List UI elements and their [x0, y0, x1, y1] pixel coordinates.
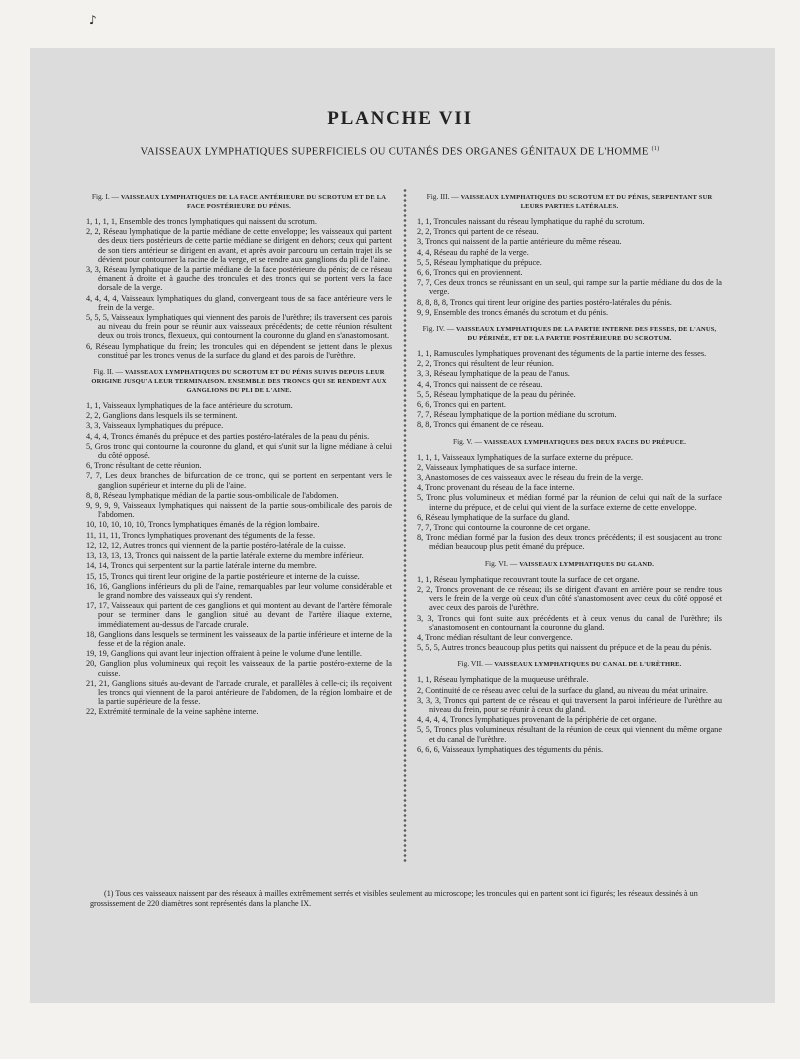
legend-entry: 6, Réseau lymphatique de la surface du gland. [417, 512, 570, 522]
legend-entry: 5, 5, Réseau lymphatique du prépuce. [417, 257, 542, 267]
figure-section [417, 659, 722, 754]
legend-entry: 22, Extrémité terminale de la veine saphène interne. [86, 707, 259, 717]
legend-entry: 3, 3, Vaisseaux lymphatiques du prépuce. [86, 421, 224, 431]
legend-entry: 5, 5, Réseau lymphatique de la peau du périnée. [417, 389, 576, 399]
legend-entry: 17, 17, Vaisseaux qui partent de ces ganglions et qui montent au devant de l'artère fémorale pour se terminer dans le ganglion situé au devant de l'artère iliaque externe, immédiatement au-dessus de l'arcade crurale. [86, 601, 392, 629]
figure-heading [417, 324, 722, 343]
legend-entry: 3, Anastomoses de ces vaisseaux avec le réseau du frein de la verge. [417, 473, 644, 483]
figure-section [86, 367, 392, 717]
legend-entry: 6, Réseau lymphatique du frein; les troncules qui en dépendent se jettent dans le plexus constitué par les troncs venus de la surface du gland et des parois de l'urèthre. [86, 341, 392, 360]
figure-number: Fig. V. — [452, 436, 482, 446]
figure-title: VAISSEAUX LYMPHATIQUES DE LA FACE ANTÉRIEURE DU SCROTUM ET DE LA FACE POSTÉRIEURE DU PÉNIS. [120, 194, 387, 210]
legend-entry: 1, 1, 1, 1, Ensemble des troncs lymphatiques qui naissent du scrotum. [86, 217, 317, 226]
legend-entry: 19, 19, Ganglions qui avant leur injection offraient à peine le volume d'une lentille. [86, 649, 362, 659]
figure-number: Fig. I. — [91, 192, 119, 201]
figure-title: VAISSEAUX LYMPHATIQUES DU CANAL DE L'URÈTHRE. [494, 661, 682, 669]
legend-entry: 3, 3, Réseau lymphatique de la partie médiane de la face postérieure du pénis; de ce réseau émanent à droite et à gauche des troncules et des troncs qui se portent vers la face dorsale de la verge. [86, 265, 392, 293]
legend-entry: 15, 15, Troncs qui tirent leur origine de la partie postérieure et interne de la cuisse. [86, 571, 360, 581]
legend-entry: 4, Tronc provenant du réseau de la face interne. [417, 483, 575, 493]
legend-entry: 4, Tronc médian résultant de leur convergence. [417, 632, 573, 642]
legend-entry: 8, Tronc médian formé par la fusion des deux troncs précédents; il est sousjacent au tronc médian beaucoup plus petit émané du prépuce. [417, 533, 722, 552]
legend-entry: 7, 7, Ces deux troncs se réunissant en un seul, qui rampe sur la partie médiane du dos de la verge. [417, 278, 722, 297]
figure-number: Fig. IV. — [422, 324, 455, 334]
legend-entry: 2, 2, Troncs qui résultent de leur réunion. [417, 359, 554, 369]
legend-entry: 7, 7, Tronc qui contourne la couronne de cet organe. [417, 523, 591, 533]
legend-entry: 14, 14, Troncs qui serpentent sur la partie latérale interne du membre. [86, 561, 317, 571]
figure-heading [417, 437, 722, 447]
figure-title: VAISSEAUX LYMPHATIQUES DU SCROTUM ET DU PÉNIS, SERPENTANT SUR LEURS PARTIES LATÉRALES. [460, 194, 713, 210]
legend-entry: 2, Vaisseaux lymphatiques de sa surface interne. [417, 462, 578, 472]
legend-entry: 1, 1, Réseau lymphatique recouvrant toute la surface de cet organe. [417, 574, 640, 584]
legend-entry: 2, 2, Ganglions dans lesquels ils se terminent. [86, 411, 238, 421]
legend-entry: 12, 12, 12, Autres troncs qui viennent de la partie postéro-latérale de la cuisse. [86, 540, 346, 550]
legend-entry: 2, 2, Troncs qui partent de ce réseau. [417, 227, 539, 237]
figure-number: Fig. VI. — [484, 558, 518, 568]
legend-entry: 6, Tronc résultant de cette réunion. [86, 461, 202, 471]
legend-entry: 3, 3, Troncs qui font suite aux précédents et à ceux venus du canal de l'urèthre; ils s'anastomosent en contournant la couronne du gland. [417, 613, 722, 632]
legend-entry: 6, 6, Troncs qui en partent. [417, 400, 506, 410]
figure-section [417, 559, 722, 653]
legend-entry: 4, 4, 4, 4, Vaisseaux lymphatiques du gland, convergeant tous de sa face antérieure vers le frein de la verge. [86, 293, 392, 312]
figure-section [417, 324, 722, 430]
legend-entry: 9, 9, 9, 9, Vaisseaux lymphatiques qui naissent de la partie sous-ombilicale des parois de l'abdomen. [86, 501, 392, 520]
legend-entry: 20, Ganglion plus volumineux qui reçoit les vaisseaux de la partie postéro-externe de la cuisse. [86, 659, 392, 678]
legend-entry: 21, 21, Ganglions situés au-devant de l'arcade crurale, et parallèles à celle-ci; ils reçoivent les troncs qui viennent de la paroi antérieure de l'abdomen, de la région lombaire et de la partie supérieure de la fesse. [86, 678, 392, 707]
figure-heading [417, 559, 722, 569]
right-column [417, 192, 722, 761]
legend-entry: 1, 1, Vaisseaux lymphatiques de la face antérieure du scrotum. [86, 401, 293, 411]
figure-title: VAISSEAUX LYMPHATIQUES DU SCROTUM ET DU PÉNIS SUIVIS DEPUIS LEUR ORIGINE JUSQU'A LEUR TERMINAISON. ENSEMBLE DES TRONCS QUI SE RENDENT AUX GANGLIONS DU PLI DE L'AINE. [91, 369, 387, 395]
legend-entry: 7, 7, Réseau lymphatique de la portion médiane du scrotum. [417, 410, 617, 420]
legend-entry: 13, 13, 13, 13, Troncs qui naissent de la partie latérale externe du membre inférieur. [86, 551, 364, 561]
figure-title: VAISSEAUX LYMPHATIQUES DE LA PARTIE INTERNE DES FESSES, DE L'ANUS, DU PÉRINÉE, ET DE LA PARTIE POSTÉRIEURE DU SCROTUM. [456, 326, 717, 343]
figure-number: Fig. II. — [93, 367, 123, 377]
legend-entry: 2, 2, Réseau lymphatique de la partie médiane de cette enveloppe; les vaisseaux qui partent des deux tiers postérieurs de cette partie médiane se dirigent en dehors; ceux qui partent de son tiers antérieur se dirigent en avant, et après avoir parcouru un certain trajet ils se dévient pour contourner la racine de la verge, et se rendre aux ganglions du pli de l'aine. [86, 227, 392, 264]
footnote-ref: (1) [651, 146, 660, 152]
legend-entry: 1, 1, Troncules naissant du réseau lymphatique du raphé du scrotum. [417, 217, 645, 226]
legend-entry: 2, 2, Troncs provenant de ce réseau; ils se dirigent d'avant en arrière pour se rendre tous vers le frein de la verge où ceux d'un côté s'anastomosent avec ceux du côté opposé et avec ceux des parois de l'urèthre. [417, 584, 722, 613]
legend-entry: 11, 11, 11, Troncs lymphatiques provenant des téguments de la fesse. [86, 530, 316, 540]
figure-number: Fig. VII. — [457, 659, 493, 669]
legend-entry: 5, Tronc plus volumineux et médian formé par la réunion de celui qui naît de la surface interne du prépuce, et de celui qui vient de la surface externe de cette enveloppe. [417, 493, 722, 512]
legend-entry: 8, 8, Troncs qui émanent de ce réseau. [417, 420, 544, 430]
figure-section [86, 192, 392, 360]
legend-entry: 4, 4, 4, 4, Troncs lymphatiques provenant de la périphérie de cet organe. [417, 715, 657, 725]
footnote: (1) Tous ces vaisseaux naissent par des réseaux à mailles extrêmement serrés et visibles seulement au microscope; les troncules qui en partent sont ici figurés; les réseaux dessinés à un grossissement de 220 diamètres sont représentés dans la planche IX. [90, 889, 698, 908]
legend-entry: 1, 1, 1, Vaisseaux lymphatiques de la surface externe du prépuce. [417, 452, 633, 462]
figure-title: VAISSEAUX LYMPHATIQUES DU GLAND. [519, 560, 655, 568]
figure-heading [417, 659, 722, 669]
figure-heading [86, 367, 392, 395]
figure-heading [86, 192, 392, 211]
page-mark: ♪ [89, 13, 97, 27]
legend-entry: 3, Troncs qui naissent de la partie antérieure du même réseau. [417, 237, 622, 247]
legend-entry: 5, 5, 5, Vaisseaux lymphatiques qui viennent des parois de l'urèthre; ils traversent ces parois au niveau du frein pour se réunir aux vaisseaux précédents; de cette réunion résultent deux ou trois troncs, flexueux, qui contournent la couronne du gland en s'anastomosant. [86, 313, 392, 341]
legend-entry: 8, 8, 8, 8, Troncs qui tirent leur origine des parties postéro-latérales du pénis. [417, 297, 672, 307]
plate-title: PLANCHE VII [327, 108, 473, 129]
legend-entry: 4, 4, 4, Troncs émanés du prépuce et des parties postéro-latérales de la peau du pénis. [86, 431, 370, 441]
legend-entry: 10, 10, 10, 10, 10, Troncs lymphatiques émanés de la région lombaire. [86, 520, 320, 530]
legend-entry: 18, Ganglions dans lesquels se terminent les vaisseaux de la partie inférieure et interne de la fesse et de la région anale. [86, 629, 392, 648]
legend-entry: 1, 1, Ramuscules lymphatiques provenant des téguments de la partie interne des fesses. [417, 349, 707, 359]
legend-entry: 2, Continuité de ce réseau avec celui de la surface du gland, au niveau du méat urinaire. [417, 685, 708, 695]
figure-heading [417, 192, 722, 211]
legend-entry: 3, 3, Réseau lymphatique de la peau de l'anus. [417, 369, 570, 379]
legend-entry: 3, 3, 3, Troncs qui partent de ce réseau et qui traversent la paroi inférieure de l'urèthre au niveau du frein, pour se réunir à ceux du gland. [417, 695, 722, 714]
plate-subtitle-text: VAISSEAUX LYMPHATIQUES SUPERFICIELS OU CUTANÉS DES ORGANES GÉNITAUX DE L'HOMME [140, 146, 649, 158]
left-column [86, 192, 392, 724]
legend-entry: 1, 1, Réseau lymphatique de la muqueuse uréthrale. [417, 675, 589, 685]
figure-section [417, 192, 722, 317]
legend-entry: 4, 4, Troncs qui naissent de ce réseau. [417, 379, 543, 389]
legend-entry: 6, 6, Troncs qui en proviennent. [417, 268, 523, 278]
legend-entry: 5, 5, 5, Autres troncs beaucoup plus petits qui naissent du prépuce et de la peau du pénis. [417, 643, 712, 653]
figure-number: Fig. III. — [426, 192, 459, 201]
column-divider [401, 188, 409, 863]
legend-entry: 5, 5, Troncs plus volumineux résultant de la réunion de ceux qui viennent du même organe et du canal de l'urèthre. [417, 725, 722, 744]
figure-title: VAISSEAUX LYMPHATIQUES DES DEUX FACES DU PRÉPUCE. [483, 438, 687, 446]
plate-subtitle [0, 146, 800, 158]
legend-entry: 6, 6, 6, Vaisseaux lymphatiques des téguments du pénis. [417, 744, 604, 754]
legend-entry: 7, 7, Les deux branches de bifurcation de ce tronc, qui se portent en serpentant vers le ganglion supérieur et interne du pli de l'aine. [86, 471, 392, 490]
figure-section [417, 437, 722, 552]
legend-entry: 4, 4, Réseau du raphé de la verge. [417, 247, 529, 257]
legend-entry: 16, 16, Ganglions inférieurs du pli de l'aine, remarquables par leur volume considérable et le grand nombre des vaisseaux qui s'y rendent. [86, 581, 392, 600]
legend-entry: 8, 8, Réseau lymphatique médian de la partie sous-ombilicale de l'abdomen. [86, 490, 339, 500]
legend-entry: 9, 9, Ensemble des troncs émanés du scrotum et du pénis. [417, 307, 609, 317]
legend-entry: 5, Gros tronc qui contourne la couronne du gland, et qui s'unit sur la ligne médiane à celui du côté opposé. [86, 441, 392, 461]
